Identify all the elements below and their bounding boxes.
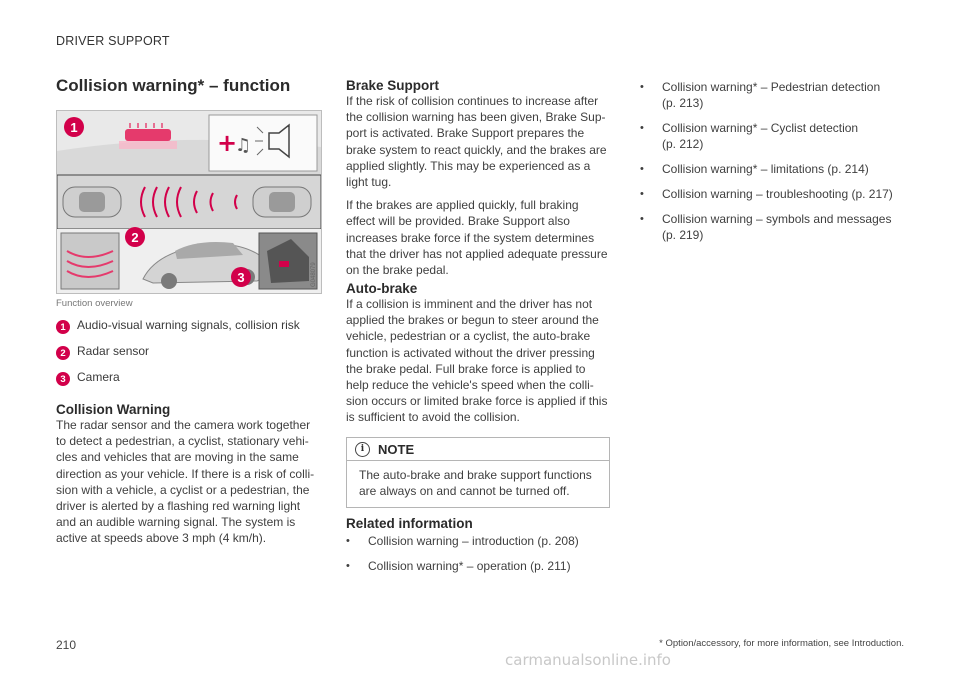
auto-brake-text: If a collision is imminent and the driver has not applied the brakes or begun to steer around the vehicle, pedestrian or a cyclist, the auto-brake function is activated without the driver pressing the brake pedal. Full brake force is applied to help reduce the vehicle's speed when the colli- sion occurs or limited brake force is applied if this is sufficient to avoid the collision.	[346, 297, 608, 425]
legend-text: Camera	[77, 370, 120, 384]
bullet-icon: •	[346, 560, 350, 572]
brake-support-text-2: If the brakes are applied quickly, full braking effect will be provided. Brake Support also increases brake force if the system determines that the driver has not applied adequate pressure on the brake pedal.	[346, 198, 608, 278]
bullet-icon: •	[640, 81, 644, 93]
callout-1-badge	[64, 117, 84, 137]
section-header: DRIVER SUPPORT	[56, 34, 170, 48]
related-information-section	[346, 516, 618, 583]
svg-text:1: 1	[70, 120, 78, 135]
more-related-links	[640, 79, 910, 252]
auto-brake-section	[346, 281, 618, 426]
brake-support-section	[346, 78, 618, 278]
bullet-icon: •	[640, 163, 644, 175]
legend-item	[56, 318, 326, 334]
footnote: * Option/accessory, for more information, see Introduction.	[659, 638, 904, 649]
note-box	[346, 437, 610, 508]
legend-text: Audio-visual warning signals, collision risk	[77, 318, 300, 332]
auto-brake-heading: Auto-brake	[346, 281, 418, 296]
page-title: Collision warning* – function	[56, 76, 291, 95]
brake-support-heading: Brake Support	[346, 78, 440, 93]
legend-text: Radar sensor	[77, 344, 150, 358]
note-header	[347, 438, 609, 461]
bullet-icon: •	[346, 535, 350, 547]
callout-1-icon: 1	[56, 320, 70, 334]
svg-text:2: 2	[131, 230, 139, 245]
callout-2-badge	[125, 227, 145, 247]
collision-warning-text: The radar sensor and the camera work together to detect a pedestrian, a cyclist, stationary vehi- cles and vehicles that are moving in the same direction as your vehicle. If there is a risk of colli- sion with a vehicle, a cyclist or a pedestrian, the driver is alerted by a flashing red warning light and an audible warning signal. The system is active at speeds above 3 mph (4 km/h).	[56, 418, 315, 546]
bullet-icon: •	[640, 188, 644, 200]
legend-item	[56, 370, 326, 386]
related-link[interactable]: • Collision warning* – Pedestrian detection (p. 213)	[640, 80, 881, 110]
collision-warning-section	[56, 402, 328, 547]
related-information-heading: Related information	[346, 516, 473, 531]
callout-2-icon: 2	[56, 346, 70, 360]
radar-sensor-inset	[61, 233, 119, 289]
warning-light-icon	[125, 129, 171, 141]
info-icon: i	[355, 442, 370, 457]
callout-3-icon: 3	[56, 372, 70, 386]
related-link[interactable]: • Collision warning* – operation (p. 211)	[346, 559, 571, 573]
related-link[interactable]: • Collision warning* – limitations (p. 214)	[640, 162, 869, 176]
svg-text:3: 3	[237, 270, 245, 285]
legend-item	[56, 344, 326, 360]
note-text: The auto-brake and brake support functions are always on and cannot be turned off.	[359, 468, 592, 498]
bullet-icon: •	[640, 213, 644, 225]
figure-caption: Function overview	[56, 298, 133, 309]
related-link[interactable]: • Collision warning – introduction (p. 208)	[346, 534, 579, 548]
figure-code: G048079	[311, 262, 317, 287]
related-link[interactable]: • Collision warning – symbols and messages (p. 219)	[640, 212, 892, 242]
rear-car-icon	[63, 187, 121, 217]
callout-3-badge	[231, 267, 251, 287]
related-link[interactable]: • Collision warning – troubleshooting (p. 217)	[640, 187, 893, 201]
watermark: carmanualsonline.info	[505, 651, 671, 669]
function-overview-illustration	[57, 111, 321, 293]
related-link[interactable]: • Collision warning* – Cyclist detection (p. 212)	[640, 121, 859, 151]
collision-warning-heading: Collision Warning	[56, 402, 171, 417]
page-number: 210	[56, 638, 77, 652]
plus-icon: +	[217, 129, 238, 157]
music-note-icon: ♫	[235, 135, 252, 156]
front-car-icon	[253, 187, 311, 217]
brake-support-text-1: If the risk of collision continues to increase after the collision warning has been given, Brake Sup- port is activated. Brake Support prepares the brake system to react quickly, and the brakes are applied slightly. This may be experienced as a light tug.	[346, 94, 607, 190]
function-overview-figure	[56, 110, 322, 294]
bullet-icon: •	[640, 122, 644, 134]
note-label: NOTE	[378, 441, 415, 457]
